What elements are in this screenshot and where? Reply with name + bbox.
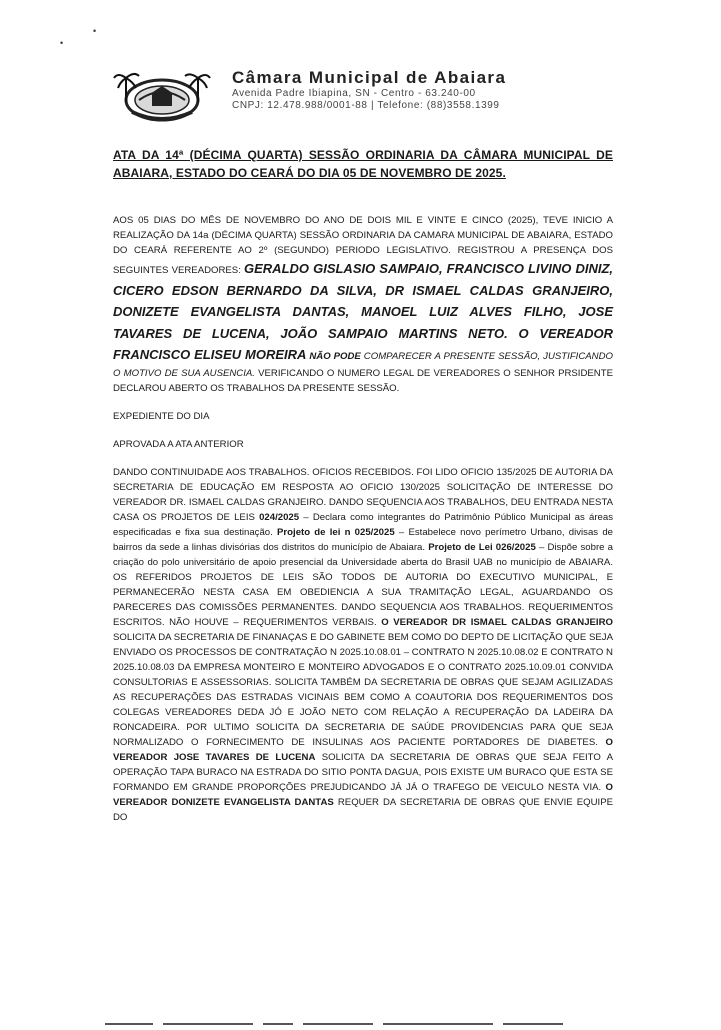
attending-councilors: GERALDO GISLASIO SAMPAIO, FRANCISCO LIVINO DINIZ, CICERO EDSON BERNARDO DA SILVA, DR ISMAEL CALDAS GRANJEIRO, DONIZETE EVANGELISTA DANTAS, MANOEL LUIZ ALVES FILHO, JOSE TAVARES DE LUCENA, JOÃO SAMPAIO MARTINS NETO. O VEREADOR FRANCISCO ELISEU MOREIRA xyxy=(113,261,613,362)
body-text: DANDO CONTINUIDADE AOS TRABALHOS. OFICIOS RECEBIDOS. FOI LIDO OFICIO 135/2025 DE AUTORIA DA SECRETARIA DE EDUCAÇÃO EM RESPOSTA AO OFICIO 130/2025 SOLICITAÇÃO DE INTERESSE DO VEREADOR DR. ISMAEL CALDAS GRANJEIRO. DANDO SEQUENCIA AOS TRABALHOS, DEU ENTRADA NESTA CASA OS PROJETOS DE LEIS xyxy=(113,466,613,523)
councilor-name: O VEREADOR DONIZETE EVANGELISTA DANTAS xyxy=(113,781,613,808)
councilor-name: O VEREADOR JOSE TAVARES DE LUCENA xyxy=(113,736,613,763)
body-text: REQUER DA SECRETARIA DE OBRAS QUE ENVIE EQUIPE DO xyxy=(113,796,613,823)
document-title: ATA DA 14ª (DÉCIMA QUARTA) SESSÃO ORDINARIA DA CÂMARA MUNICIPAL DE ABAIARA, ESTADO DO CEARÁ DO DIA 05 DE NOVEMBRO DE 2025. xyxy=(113,148,613,180)
institution-name: Câmara Municipal de Abaiara xyxy=(232,68,507,87)
body-text: – Declara como integrantes do Patrimônio Público Municipal as áreas especificadas e fixa sua destinação. xyxy=(113,511,614,538)
main-paragraph xyxy=(113,465,613,825)
institution-contact: CNPJ: 12.478.988/0001-88 | Telefone: (88)3558.1399 xyxy=(232,100,500,111)
letterhead xyxy=(112,64,612,124)
section-aprovada: APROVADA A ATA ANTERIOR xyxy=(113,438,244,450)
page-bottom-edge xyxy=(105,1012,625,1015)
body-text: SOLICITA DA SECRETARIA DE OBRAS QUE SEJA FEITO A OPERAÇÃO TAPA BURACO NA ESTRADA DO SITIO PONTA DAGUA, POIS EXISTE UM BURACO QUE ESTA SE FORMANDO EM GRANDE PROPORÇÕES PREJUDICANDO JÁ JÁ O TRAFEGO DE VEICULO NESTA VIA. xyxy=(113,751,614,793)
section-expediente: EXPEDIENTE DO DIA xyxy=(113,410,210,422)
opening-intro: AOS 05 DIAS DO MÊS DE NOVEMBRO DO ANO DE DOIS MIL E VINTE E CINCO (2025), TEVE INICIO A REALIZAÇÃO DA 14a (DÉCIMA QUARTA) SESSÃO ORDINARIA DA CAMARA MUNICIPAL DE ABAIARA, ESTADO DO CEARÁ REFERENTE AO 2º (SEGUNDO) PERIODO LEGISLATIVO. REGISTROU A PRESENÇA DOS SEGUINTES VEREADORES: xyxy=(113,215,613,276)
body-text: SOLICITA DA SECRETARIA DE FINANAÇAS E DO GABINETE BEM COMO DO DEPTO DE LICITAÇÃO QUE SEJA ENVIADO OS PROCESSOS DE CONTRATAÇÃO N 2025.10.08.01 – CONTRATO N 2025.10.08.02 E CONTRATO N 2025.10.08.03 DA EMPRESA MONTEIRO E MONTEIRO ADVOGADOS E O CONTRATO 2025.10.09.01 CONVIDA CONSULTORIAS E ASSESSORIAS. SOLICITA TAMBÉM DA SECRETARIA DE OBRAS QUE SEJAM AGILIZADAS AS RECUPERAÇÕES DAS ESTRADAS VICINAIS BEM COMO A COAUTORIA DOS REQUERIMENTOS DOS COLEGAS VEREADORES DEDA JÓ E JOÃO NETO COM RELAÇÃO A RECUPERAÇÃO DA LADEIRA DA RONCADEIRA. POR ULTIMO SOLICITA DA SECRETARIA DE SAÚDE PROVIDENCIAS PARA QUE SEJA NORMALIZADO O FORNECIMENTO DE INSULINAS AOS PACIENTE PORTADORES DE DIABETES. xyxy=(113,631,613,748)
municipal-seal-icon xyxy=(112,64,212,122)
body-text: – Dispõe sobre a criação do polo universitário de apoio presencial da Universidade aberta do Brasil UAB no município de ABAIARA. OS REFERIDOS PROJETOS DE LEIS SÃO TODOS DE AUTORIA DO EXECUTIVO MUNICIPAL, E PERMANECERÃO NESTA CASA EM OBEDIENCIA A SUA TRAMITAÇÃO LEGAL, AGUARDANDO OS PARECERES DAS COMISSÕES PERMANENTES. DANDO SEQUENCIA AOS TRABALHOS. REQUERIMENTOS ESCRITOS. NÃO HOUVE – REQUERIMENTOS VERBAIS. xyxy=(113,541,613,628)
councilor-name: O VEREADOR DR ISMAEL CALDAS GRANJEIRO xyxy=(381,616,613,628)
opening-close: VERIFICANDO O NUMERO LEGAL DE VEREADORES O SENHOR PRSIDENTE DECLAROU ABERTO OS TRABALHOS DA PRESENTE SESSÃO. xyxy=(113,367,613,394)
scan-speck: • xyxy=(93,26,97,36)
document-body xyxy=(113,213,613,825)
scan-speck: • xyxy=(60,38,64,48)
institution-address: Avenida Padre Ibiapina, SN - Centro - 63.240-00 xyxy=(232,88,476,99)
bill-number: Projeto de lei n 025/2025 xyxy=(277,526,395,538)
bill-number: 024/2025 xyxy=(259,511,300,523)
opening-paragraph xyxy=(113,213,613,396)
bill-number: Projeto de Lei 026/2025 xyxy=(428,541,536,553)
body-text: – Estabelece novo perímetro Urbano, divisas de bairros da sede a linhas divisórias dos distritos do município de Abaiara. xyxy=(113,526,613,553)
absence-note-bold: NÃO PODE xyxy=(306,351,364,362)
absence-note: COMPARECER A PRESENTE SESSÃO, JUSTIFICANDO O MOTIVO DE SUA AUSENCIA. xyxy=(113,351,613,379)
